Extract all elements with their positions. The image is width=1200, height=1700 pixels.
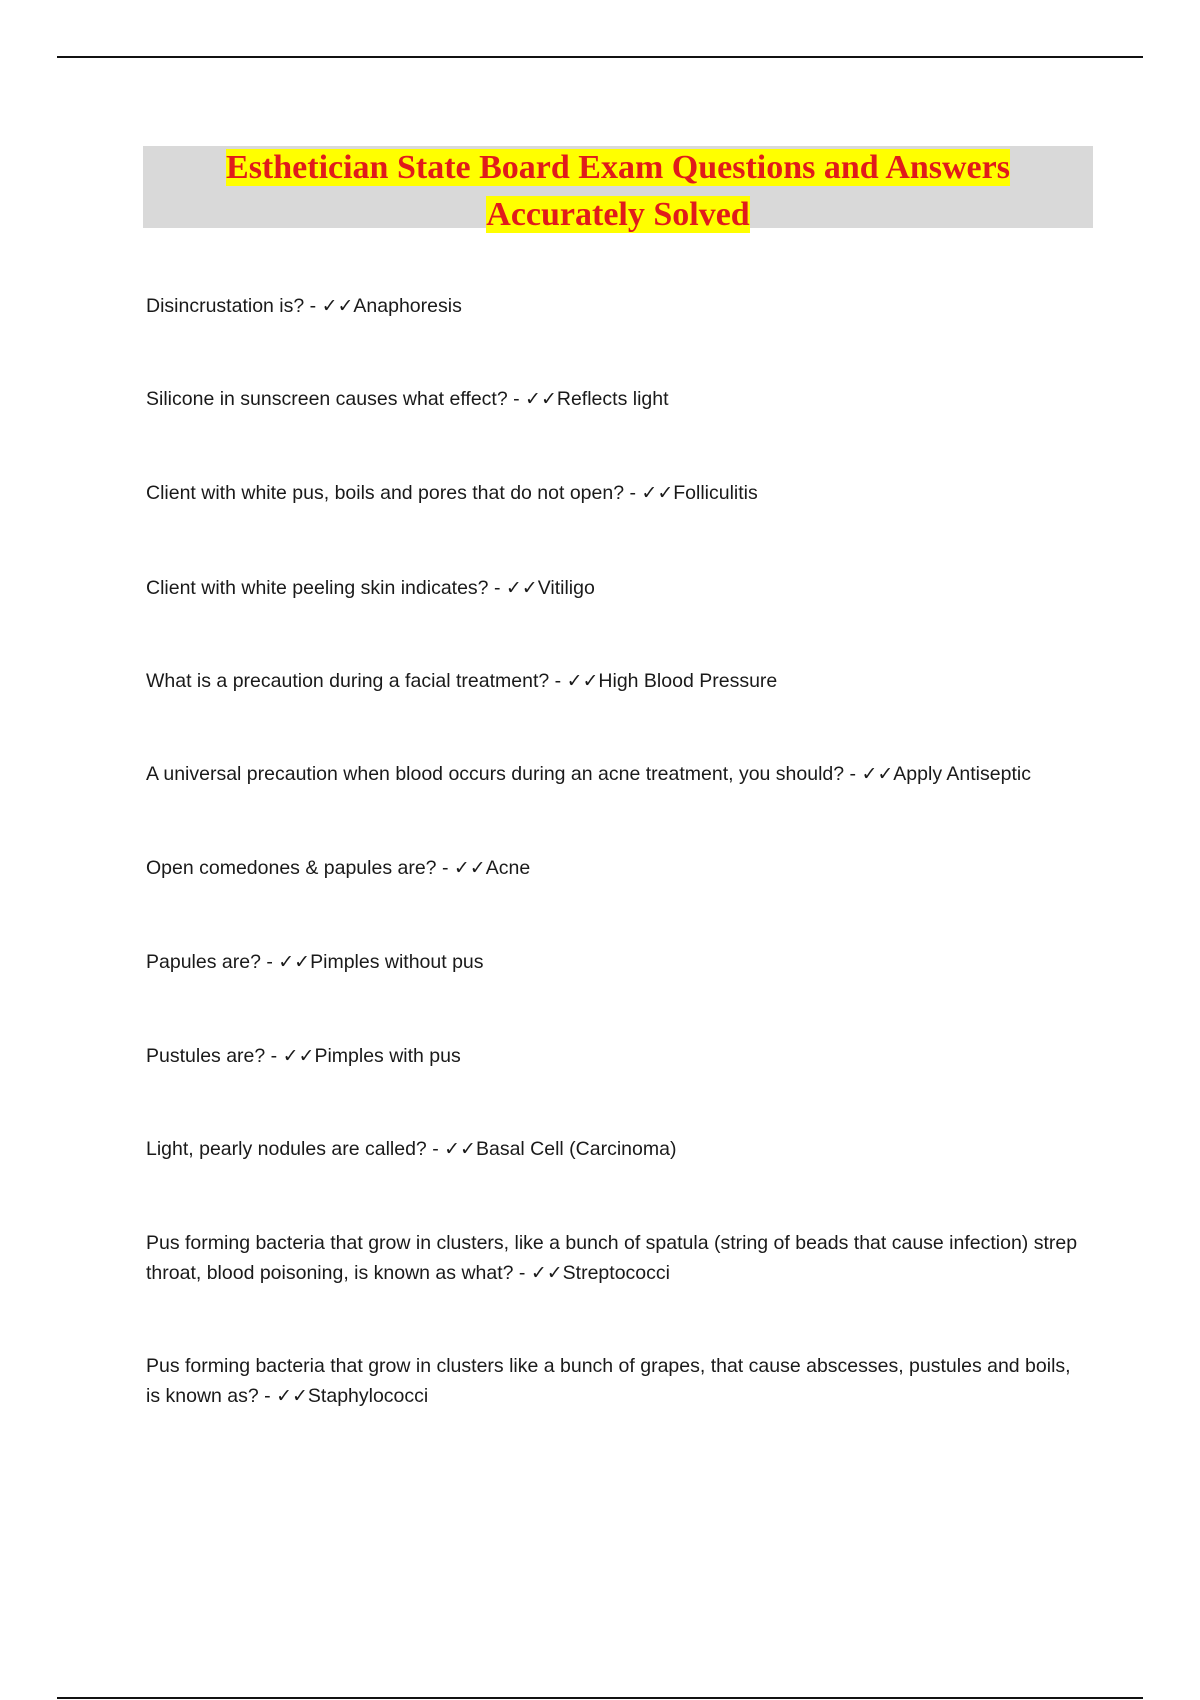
answer-text: Vitiligo [537,577,595,599]
separator: - [265,1045,283,1067]
separator: - [624,482,642,504]
qa-item [146,759,1086,789]
answer-text: Streptococci [562,1262,670,1284]
question-text: Disincrustation is? [146,295,305,317]
double-check-icon: ✓✓ [641,482,674,504]
qa-item [146,1134,1086,1164]
question-text: Client with white peeling skin indicates? [146,577,489,599]
answer-text: Pimples without pus [310,951,484,973]
qa-item [146,384,1086,414]
qa-item [146,666,1086,696]
double-check-icon: ✓✓ [566,670,599,692]
separator: - [513,1262,531,1284]
qa-item [146,573,1086,603]
question-text: Pustules are? [146,1045,266,1067]
separator: - [549,670,567,692]
answer-text: Pimples with pus [314,1045,461,1067]
double-check-icon: ✓✓ [444,1138,476,1160]
separator: - [260,951,279,973]
question-text: A universal precaution when blood occurs during an acne treatment, you should? [146,763,845,785]
answer-text: Acne [485,857,531,879]
answer-text: Apply Antiseptic [893,763,1031,785]
qa-item [146,1228,1086,1288]
double-check-icon: ✓✓ [282,1045,315,1067]
separator: - [488,577,506,599]
double-check-icon: ✓✓ [453,857,486,879]
qa-item [146,478,1086,508]
question-text: What is a precaution during a facial treatment? [146,670,550,692]
bottom-rule [57,1697,1143,1699]
separator: - [304,295,322,317]
answer-text: Folliculitis [673,482,758,504]
separator: - [258,1385,277,1407]
double-check-icon: ✓✓ [525,388,557,410]
qa-item [146,1351,1086,1411]
question-text: Client with white pus, boils and pores that do not open? [146,482,625,504]
double-check-icon: ✓✓ [278,951,311,973]
question-text: Silicone in sunscreen causes what effect? [146,388,508,410]
double-check-icon: ✓✓ [505,577,538,599]
answer-text: Reflects light [556,388,669,410]
separator: - [507,388,526,410]
question-text: Papules are? [146,951,261,973]
separator: - [844,763,862,785]
answer-text: Staphylococci [307,1385,429,1407]
separator: - [426,1138,445,1160]
answer-text: High Blood Pressure [598,670,778,692]
double-check-icon: ✓✓ [861,763,894,785]
qa-item [146,853,1086,883]
double-check-icon: ✓✓ [321,295,354,317]
title-box [143,146,1093,233]
separator: - [436,857,454,879]
title-line-2: Accurately Solved [486,196,750,233]
qa-item [146,291,1086,321]
question-text: Light, pearly nodules are called? [146,1138,427,1160]
double-check-icon: ✓✓ [530,1262,563,1284]
question-text: Pus forming bacteria that grow in clusters like a bunch of grapes, that cause abscesses, pustules and boils, is known as? [146,1355,1071,1407]
top-rule [57,56,1143,58]
question-text: Pus forming bacteria that grow in clusters, like a bunch of spatula (string of beads that cause infection) strep throat, blood poisoning, is known as what? [146,1232,1078,1284]
title-line-1: Esthetician State Board Exam Questions and Answers [226,149,1010,186]
answer-text: Basal Cell (Carcinoma) [475,1138,677,1160]
qa-item [146,947,1086,977]
double-check-icon: ✓✓ [276,1385,308,1407]
qa-item [146,1041,1086,1071]
answer-text: Anaphoresis [353,295,462,317]
question-text: Open comedones & papules are? [146,857,437,879]
